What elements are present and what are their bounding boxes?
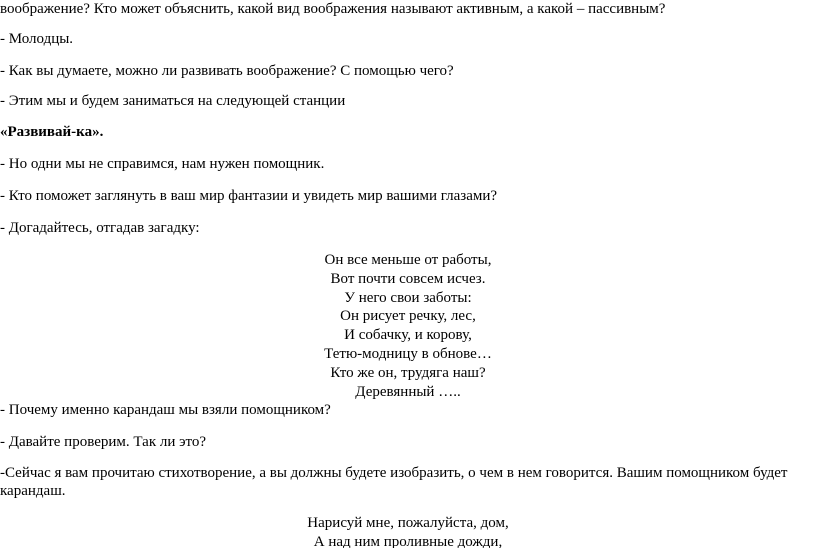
riddle-line: Он рисует речку, лес, — [340, 308, 476, 325]
riddle-line: Вот почти совсем исчез. — [330, 270, 486, 287]
riddle-line: У него свои заботы: — [344, 289, 472, 306]
paragraph-lets-check: - Давайте проверим. Так ли это? — [0, 434, 207, 450]
poem-line: Нарисуй мне, пожалуйста, дом, — [307, 515, 509, 531]
paragraph-read-poem: -Сейчас я вам прочитаю стихотворение, а вы должны будете изобразить, о чем в нем говорится. Вашим помощником будет карандаш. — [0, 465, 788, 499]
station-title: «Развивай-ка». — [0, 124, 104, 140]
paragraph-develop-imagination: - Как вы думаете, можно ли развивать воображение? С помощью чего? — [0, 63, 454, 79]
riddle-poem — [0, 251, 816, 401]
drawing-poem — [0, 514, 816, 548]
paragraph-why-pencil: - Почему именно карандаш мы взяли помощником? — [0, 402, 331, 418]
paragraph-need-helper: - Но одни мы не справимся, нам нужен помощник. — [0, 156, 325, 172]
poem-line: А над ним проливные дожди, — [313, 533, 503, 548]
paragraph-who-helps: - Кто поможет заглянуть в ваш мир фантазии и увидеть мир вашими глазами? — [0, 188, 498, 204]
riddle-line: Тетю-модницу в обнове… — [324, 345, 492, 362]
riddle-line: Деревянный ….. — [355, 383, 461, 400]
riddle-line: И собачку, и корову, — [344, 327, 472, 344]
paragraph-guess-riddle: - Догадайтесь, отгадав загадку: — [0, 220, 200, 236]
riddle-line: Он все меньше от работы, — [324, 252, 492, 268]
riddle-line: Кто же он, трудяга наш? — [330, 364, 486, 381]
paragraph-imagination-question: воображение? Кто может объяснить, какой вид воображения называют активным, а какой – пассивным? — [0, 1, 666, 17]
paragraph-next-station: - Этим мы и будем заниматься на следующей станции — [0, 93, 346, 109]
paragraph-well-done: - Молодцы. — [0, 31, 74, 47]
